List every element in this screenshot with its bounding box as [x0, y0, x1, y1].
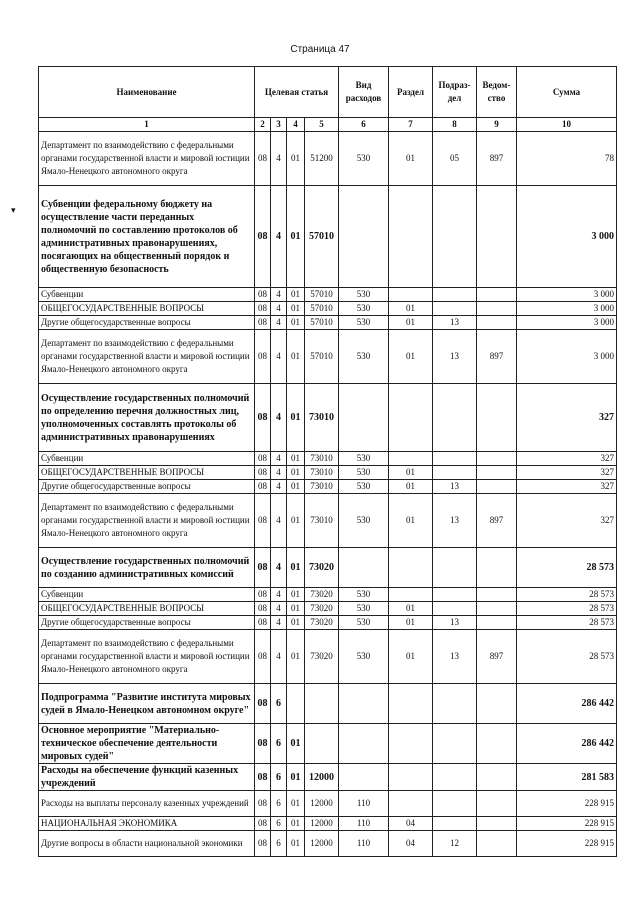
row-code-4: 01 — [287, 588, 305, 602]
row-code-3: 4 — [271, 480, 287, 494]
row-dept — [477, 791, 517, 817]
row-code-4 — [287, 684, 305, 724]
row-code-3: 6 — [271, 791, 287, 817]
row-code-2: 08 — [255, 302, 271, 316]
row-subsection — [433, 817, 477, 831]
row-sum: 327 — [517, 466, 617, 480]
row-code-3: 4 — [271, 132, 287, 186]
row-code-4: 01 — [287, 630, 305, 684]
table-row — [39, 831, 617, 857]
row-section — [389, 684, 433, 724]
row-dept — [477, 384, 517, 452]
row-dept — [477, 288, 517, 302]
row-code-5: 57010 — [305, 316, 339, 330]
row-section: 01 — [389, 480, 433, 494]
row-dept: 897 — [477, 494, 517, 548]
row-subsection — [433, 302, 477, 316]
table-row — [39, 466, 617, 480]
row-code-2: 08 — [255, 480, 271, 494]
row-section: 01 — [389, 302, 433, 316]
row-code-4: 01 — [287, 288, 305, 302]
row-dept — [477, 316, 517, 330]
row-sum: 3 000 — [517, 186, 617, 288]
row-subsection — [433, 764, 477, 791]
col-subsection-header: Подраз-дел — [433, 67, 477, 118]
row-code-5: 12000 — [305, 817, 339, 831]
row-sum: 28 573 — [517, 588, 617, 602]
row-subsection: 13 — [433, 616, 477, 630]
row-exp-type: 530 — [339, 494, 389, 548]
row-code-3: 4 — [271, 302, 287, 316]
row-exp-type: 530 — [339, 316, 389, 330]
row-name: Департамент по взаимодействию с федеральными органами государственной власти и мировой юстиции Ямало-Ненецкого автономного округа — [39, 132, 255, 186]
row-section: 01 — [389, 316, 433, 330]
row-subsection: 13 — [433, 630, 477, 684]
row-exp-type: 110 — [339, 831, 389, 857]
row-code-3: 4 — [271, 186, 287, 288]
row-name: Другие вопросы в области национальной экономики — [39, 831, 255, 857]
row-code-5: 57010 — [305, 302, 339, 316]
row-sum: 281 583 — [517, 764, 617, 791]
row-subsection: 05 — [433, 132, 477, 186]
row-code-4: 01 — [287, 316, 305, 330]
row-name: Осуществление государственных полномочий по созданию административных комиссий — [39, 548, 255, 588]
row-code-2: 08 — [255, 602, 271, 616]
table-row — [39, 764, 617, 791]
col-name-header: Наименование — [39, 67, 255, 118]
row-subsection — [433, 186, 477, 288]
row-exp-type: 530 — [339, 466, 389, 480]
row-section: 04 — [389, 831, 433, 857]
row-name: ОБЩЕГОСУДАРСТВЕННЫЕ ВОПРОСЫ — [39, 602, 255, 616]
row-code-3: 4 — [271, 330, 287, 384]
row-code-5: 57010 — [305, 288, 339, 302]
table-row — [39, 302, 617, 316]
col-number: 5 — [305, 118, 339, 132]
row-subsection — [433, 288, 477, 302]
row-subsection — [433, 466, 477, 480]
row-code-3: 4 — [271, 630, 287, 684]
row-code-5: 73020 — [305, 630, 339, 684]
row-sum: 228 915 — [517, 791, 617, 817]
row-code-3: 4 — [271, 494, 287, 548]
table-row — [39, 724, 617, 764]
row-sum: 28 573 — [517, 616, 617, 630]
row-name: Департамент по взаимодействию с федеральными органами государственной власти и мировой юстиции Ямало-Ненецкого автономного округа — [39, 494, 255, 548]
row-section: 01 — [389, 494, 433, 548]
row-dept — [477, 831, 517, 857]
row-exp-type: 530 — [339, 616, 389, 630]
col-number: 7 — [389, 118, 433, 132]
page-label: Страница 47 — [290, 44, 350, 55]
row-exp-type — [339, 548, 389, 588]
row-name: Расходы на выплаты персоналу казенных учреждений — [39, 791, 255, 817]
col-number: 8 — [433, 118, 477, 132]
row-code-5: 57010 — [305, 330, 339, 384]
row-name: Другие общегосударственные вопросы — [39, 480, 255, 494]
row-exp-type: 530 — [339, 588, 389, 602]
row-code-3: 4 — [271, 384, 287, 452]
row-code-3: 4 — [271, 466, 287, 480]
row-exp-type: 110 — [339, 791, 389, 817]
row-code-5: 57010 — [305, 186, 339, 288]
row-code-4: 01 — [287, 384, 305, 452]
row-exp-type: 530 — [339, 330, 389, 384]
col-number: 1 — [39, 118, 255, 132]
column-number-row — [39, 118, 617, 132]
row-sum: 28 573 — [517, 602, 617, 616]
row-code-3: 6 — [271, 684, 287, 724]
row-sum: 327 — [517, 480, 617, 494]
row-subsection: 13 — [433, 480, 477, 494]
row-name: Расходы на обеспечение функций казенных учреждений — [39, 764, 255, 791]
row-dept — [477, 684, 517, 724]
col-sum-header: Сумма — [517, 67, 617, 118]
row-subsection: 13 — [433, 316, 477, 330]
row-dept — [477, 452, 517, 466]
row-code-2: 08 — [255, 494, 271, 548]
row-name: Субвенции — [39, 452, 255, 466]
row-code-2: 08 — [255, 452, 271, 466]
row-code-3: 6 — [271, 764, 287, 791]
table-row — [39, 791, 617, 817]
row-section: 01 — [389, 616, 433, 630]
col-number: 10 — [517, 118, 617, 132]
row-section — [389, 791, 433, 817]
table-row — [39, 616, 617, 630]
row-name: Осуществление государственных полномочий по определению перечня должностных лиц, уполномоченных составлять протоколы об административных правонарушениях — [39, 384, 255, 452]
row-dept — [477, 466, 517, 480]
table-row — [39, 316, 617, 330]
row-name: НАЦИОНАЛЬНАЯ ЭКОНОМИКА — [39, 817, 255, 831]
row-code-4: 01 — [287, 494, 305, 548]
table-row — [39, 186, 617, 288]
row-exp-type: 530 — [339, 132, 389, 186]
row-dept — [477, 817, 517, 831]
row-dept — [477, 616, 517, 630]
row-code-2: 08 — [255, 466, 271, 480]
row-subsection — [433, 602, 477, 616]
row-code-3: 4 — [271, 548, 287, 588]
row-code-5: 12000 — [305, 831, 339, 857]
row-code-2: 08 — [255, 764, 271, 791]
col-exp-type-header: Вид расходов — [339, 67, 389, 118]
row-section: 01 — [389, 630, 433, 684]
row-exp-type: 530 — [339, 452, 389, 466]
row-code-5: 12000 — [305, 791, 339, 817]
table-row — [39, 602, 617, 616]
table-row — [39, 588, 617, 602]
row-code-4: 01 — [287, 132, 305, 186]
row-exp-type — [339, 724, 389, 764]
row-code-3: 6 — [271, 724, 287, 764]
row-section: 04 — [389, 817, 433, 831]
row-code-4: 01 — [287, 466, 305, 480]
row-code-5: 73020 — [305, 602, 339, 616]
table-row — [39, 817, 617, 831]
row-code-3: 6 — [271, 817, 287, 831]
row-code-5: 51200 — [305, 132, 339, 186]
row-code-5: 73010 — [305, 384, 339, 452]
row-code-2: 08 — [255, 684, 271, 724]
row-subsection: 12 — [433, 831, 477, 857]
row-sum: 327 — [517, 494, 617, 548]
row-code-4: 01 — [287, 186, 305, 288]
row-exp-type: 530 — [339, 302, 389, 316]
table-row — [39, 132, 617, 186]
row-section: 01 — [389, 132, 433, 186]
col-number: 3 — [271, 118, 287, 132]
row-name: ОБЩЕГОСУДАРСТВЕННЫЕ ВОПРОСЫ — [39, 466, 255, 480]
row-subsection — [433, 588, 477, 602]
row-code-5: 73010 — [305, 466, 339, 480]
col-number: 9 — [477, 118, 517, 132]
row-exp-type: 530 — [339, 602, 389, 616]
row-dept — [477, 588, 517, 602]
row-code-2: 08 — [255, 724, 271, 764]
row-section — [389, 548, 433, 588]
row-subsection — [433, 791, 477, 817]
row-code-3: 4 — [271, 452, 287, 466]
row-code-4: 01 — [287, 548, 305, 588]
row-sum: 327 — [517, 452, 617, 466]
row-sum: 28 573 — [517, 548, 617, 588]
row-code-4: 01 — [287, 616, 305, 630]
row-code-3: 4 — [271, 588, 287, 602]
row-dept: 897 — [477, 330, 517, 384]
row-sum: 3 000 — [517, 316, 617, 330]
row-dept — [477, 480, 517, 494]
row-section: 01 — [389, 466, 433, 480]
row-code-2: 08 — [255, 548, 271, 588]
row-section — [389, 764, 433, 791]
row-exp-type: 530 — [339, 480, 389, 494]
row-code-2: 08 — [255, 288, 271, 302]
row-section: 01 — [389, 602, 433, 616]
row-dept — [477, 186, 517, 288]
row-code-4: 01 — [287, 724, 305, 764]
col-target-header: Целевая статья — [255, 67, 339, 118]
row-dept — [477, 302, 517, 316]
row-sum: 228 915 — [517, 817, 617, 831]
row-section — [389, 588, 433, 602]
row-sum: 3 000 — [517, 330, 617, 384]
row-section — [389, 288, 433, 302]
row-code-3: 4 — [271, 616, 287, 630]
table-row — [39, 330, 617, 384]
row-name: Субвенции федеральному бюджету на осуществление части переданных полномочий по составлению протоколов об административных правонарушениях, посягающих на общественный порядок и общественную безопасность — [39, 186, 255, 288]
row-code-2: 08 — [255, 186, 271, 288]
col-number: 6 — [339, 118, 389, 132]
row-code-2: 08 — [255, 630, 271, 684]
row-exp-type: 110 — [339, 817, 389, 831]
header-row — [39, 67, 617, 118]
table-row — [39, 480, 617, 494]
row-code-2: 08 — [255, 588, 271, 602]
table-row — [39, 548, 617, 588]
row-code-4: 01 — [287, 817, 305, 831]
row-code-3: 6 — [271, 831, 287, 857]
row-code-2: 08 — [255, 616, 271, 630]
row-name: ОБЩЕГОСУДАРСТВЕННЫЕ ВОПРОСЫ — [39, 302, 255, 316]
row-code-3: 4 — [271, 602, 287, 616]
row-code-5: 73020 — [305, 616, 339, 630]
row-name: Субвенции — [39, 288, 255, 302]
row-sum: 327 — [517, 384, 617, 452]
row-exp-type — [339, 764, 389, 791]
row-code-4: 01 — [287, 831, 305, 857]
row-section — [389, 724, 433, 764]
row-code-4: 01 — [287, 791, 305, 817]
row-name: Другие общегосударственные вопросы — [39, 316, 255, 330]
row-code-2: 08 — [255, 817, 271, 831]
row-code-2: 08 — [255, 132, 271, 186]
row-code-2: 08 — [255, 316, 271, 330]
row-code-5: 73010 — [305, 452, 339, 466]
table-row — [39, 288, 617, 302]
col-section-header: Раздел — [389, 67, 433, 118]
row-name: Подпрограмма "Развитие института мировых судей в Ямало-Ненецком автономном округе" — [39, 684, 255, 724]
table-row — [39, 494, 617, 548]
row-section — [389, 452, 433, 466]
row-exp-type — [339, 684, 389, 724]
row-subsection — [433, 452, 477, 466]
row-dept — [477, 548, 517, 588]
col-dept-header: Ведом-ство — [477, 67, 517, 118]
table-row — [39, 384, 617, 452]
row-sum: 3 000 — [517, 288, 617, 302]
row-code-5: 73020 — [305, 588, 339, 602]
table-row — [39, 684, 617, 724]
row-dept: 897 — [477, 630, 517, 684]
row-subsection — [433, 384, 477, 452]
row-code-4: 01 — [287, 602, 305, 616]
row-dept — [477, 724, 517, 764]
row-section: 01 — [389, 330, 433, 384]
table-row — [39, 452, 617, 466]
col-number: 2 — [255, 118, 271, 132]
row-name: Основное мероприятие "Материально-техническое обеспечение деятельности мировых судей" — [39, 724, 255, 764]
row-code-4: 01 — [287, 452, 305, 466]
row-exp-type — [339, 186, 389, 288]
row-sum: 78 — [517, 132, 617, 186]
row-name: Субвенции — [39, 588, 255, 602]
row-code-4: 01 — [287, 330, 305, 384]
col-number: 4 — [287, 118, 305, 132]
row-subsection — [433, 548, 477, 588]
row-code-4: 01 — [287, 480, 305, 494]
budget-table — [38, 66, 617, 857]
margin-mark: ▾ — [11, 205, 16, 215]
row-code-3: 4 — [271, 316, 287, 330]
row-name: Другие общегосударственные вопросы — [39, 616, 255, 630]
row-subsection: 13 — [433, 330, 477, 384]
row-exp-type: 530 — [339, 630, 389, 684]
row-sum: 28 573 — [517, 630, 617, 684]
row-exp-type: 530 — [339, 288, 389, 302]
row-exp-type — [339, 384, 389, 452]
row-code-5: 12000 — [305, 764, 339, 791]
row-code-2: 08 — [255, 791, 271, 817]
row-code-3: 4 — [271, 288, 287, 302]
row-subsection — [433, 684, 477, 724]
row-subsection — [433, 724, 477, 764]
row-sum: 286 442 — [517, 724, 617, 764]
row-name: Департамент по взаимодействию с федеральными органами государственной власти и мировой юстиции Ямало-Ненецкого автономного округа — [39, 630, 255, 684]
row-code-4: 01 — [287, 302, 305, 316]
row-code-2: 08 — [255, 831, 271, 857]
row-name: Департамент по взаимодействию с федеральными органами государственной власти и мировой юстиции Ямало-Ненецкого автономного округа — [39, 330, 255, 384]
row-sum: 286 442 — [517, 684, 617, 724]
row-code-5 — [305, 724, 339, 764]
row-code-5: 73010 — [305, 494, 339, 548]
row-dept — [477, 764, 517, 791]
row-sum: 3 000 — [517, 302, 617, 316]
table-row — [39, 630, 617, 684]
row-dept: 897 — [477, 132, 517, 186]
row-sum: 228 915 — [517, 831, 617, 857]
row-subsection: 13 — [433, 494, 477, 548]
row-code-2: 08 — [255, 330, 271, 384]
row-code-5 — [305, 684, 339, 724]
row-section — [389, 384, 433, 452]
row-code-2: 08 — [255, 384, 271, 452]
row-dept — [477, 602, 517, 616]
row-section — [389, 186, 433, 288]
row-code-4: 01 — [287, 764, 305, 791]
row-code-5: 73020 — [305, 548, 339, 588]
row-code-5: 73010 — [305, 480, 339, 494]
